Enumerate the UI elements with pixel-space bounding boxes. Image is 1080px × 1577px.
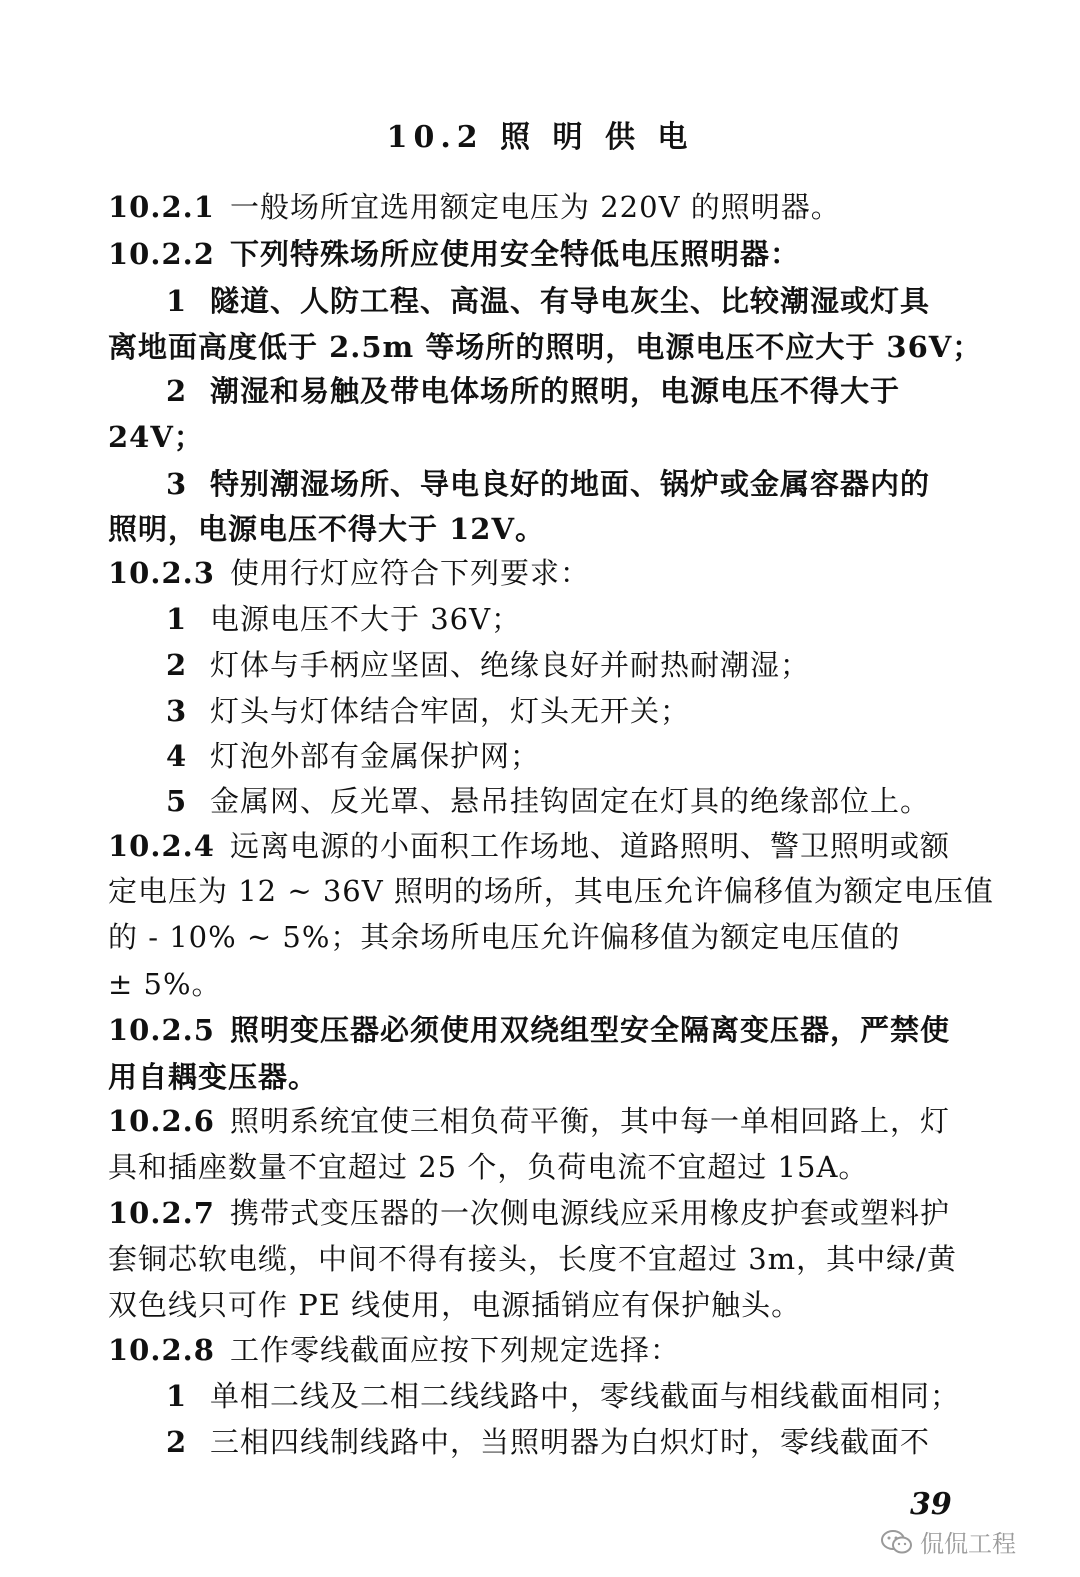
continuation-line [108,1236,988,1282]
clause-number: 10.2.4 [108,829,215,863]
clause-text: 一般场所宜选用额定电压为 220V 的照明器。 [230,190,841,224]
clause-number: 10.2.1 [108,190,215,224]
list-item [166,461,988,507]
clause-text: 使用行灯应符合下列要求： [230,556,591,590]
item-text: 金属网、反光罩、悬吊挂钩固定在灯具的绝缘部位上。 [210,784,931,818]
clause-number: 10.2.7 [108,1196,215,1230]
item-text: 照明，电源电压不得大于 12V。 [108,512,545,546]
clause-text: 具和插座数量不宜超过 25 个，负荷电流不宜超过 15A。 [108,1150,869,1184]
list-item [166,778,988,824]
list-item [166,1419,988,1465]
continuation-line [108,1054,988,1100]
item-number: 1 [166,284,188,318]
item-text: 24V； [108,420,204,454]
item-text: 灯体与手柄应坚固、绝缘良好并耐热耐潮湿； [210,648,811,682]
list-item [166,1373,988,1419]
section-title: 10.2 照 明 供 电 [386,120,694,155]
item-text: 离地面高度低于 2.5m 等场所的照明，电源电压不应大于 36V； [108,330,983,364]
clause-text: 的 - 10% ~ 5%；其余场所电压允许偏移值为额定电压值的 [108,920,901,954]
clause-text: 下列特殊场所应使用安全特低电压照明器： [230,237,801,271]
item-text: 单相二线及二相二线线路中，零线截面与相线截面相同； [210,1379,961,1413]
clause-number: 10.2.2 [108,237,215,271]
continuation-line [108,914,988,960]
clause-text: 定电压为 12 ~ 36V 照明的场所，其电压允许偏移值为额定电压值 [108,874,994,908]
clause-text: 携带式变压器的一次侧电源线应采用橡皮护套或塑料护 [230,1196,951,1230]
clause-text: 双色线只可作 PE 线使用，电源插销应有保护触头。 [108,1288,802,1322]
continuation-line [108,1144,988,1190]
continuation-line [108,868,994,914]
clause-number: 10.2.8 [108,1333,215,1367]
clause-text: 工作零线截面应按下列规定选择： [230,1333,681,1367]
list-item [166,278,988,324]
item-text: 潮湿和易触及带电体场所的照明，电源电压不得大于 [210,374,901,408]
list-item [166,642,988,688]
clause-text: 套铜芯软电缆，中间不得有接头，长度不宜超过 3m，其中绿/黄 [108,1242,957,1276]
item-text: 灯头与灯体结合牢固，灯头无开关； [210,694,691,728]
item-number: 2 [166,1425,188,1459]
clause-10-2-4 [108,823,988,869]
clause-10-2-6 [108,1098,988,1144]
item-text: 电源电压不大于 36V； [210,602,522,636]
clause-text: 照明变压器必须使用双绕组型安全隔离变压器，严禁使 [230,1013,951,1047]
item-text: 特别潮湿场所、导电良好的地面、锅炉或金属容器内的 [210,467,931,501]
clause-number: 10.2.6 [108,1104,215,1138]
clause-10-2-3 [108,550,988,596]
item-number: 1 [166,1379,188,1413]
item-number: 1 [166,602,188,636]
item-number: 2 [166,648,188,682]
clause-text: 照明系统宜使三相负荷平衡，其中每一单相回路上，灯 [230,1104,951,1138]
continuation-line [108,961,988,1007]
continuation-line [108,414,988,460]
continuation-line [108,324,988,370]
clause-10-2-1 [108,184,988,230]
list-item [166,688,988,734]
item-number: 2 [166,374,188,408]
wechat-icon [880,1528,914,1556]
clause-10-2-8 [108,1327,988,1373]
clause-10-2-7 [108,1190,988,1236]
item-number: 3 [166,467,188,501]
clause-text: 用自耦变压器。 [108,1060,319,1094]
clause-10-2-2 [108,231,988,277]
clause-number: 10.2.3 [108,556,215,590]
continuation-line [108,506,988,552]
clause-text: ± 5%。 [108,967,222,1001]
item-number: 5 [166,784,188,818]
list-item [166,596,988,642]
item-text: 三相四线制线路中，当照明器为白炽灯时，零线截面不 [210,1425,931,1459]
item-number: 3 [166,694,188,728]
page-number: 39 [910,1487,952,1522]
clause-text: 远离电源的小面积工作场地、道路照明、警卫照明或额 [230,829,951,863]
item-text: 灯泡外部有金属保护网； [210,739,541,773]
watermark [880,1524,1016,1559]
item-number: 4 [166,739,188,773]
watermark-text: 侃侃工程 [920,1530,1016,1558]
clause-number: 10.2.5 [108,1013,215,1047]
continuation-line [108,1282,988,1328]
list-item [166,733,988,779]
item-text: 隧道、人防工程、高温、有导电灰尘、比较潮湿或灯具 [210,284,931,318]
list-item [166,368,988,414]
clause-10-2-5 [108,1007,988,1053]
